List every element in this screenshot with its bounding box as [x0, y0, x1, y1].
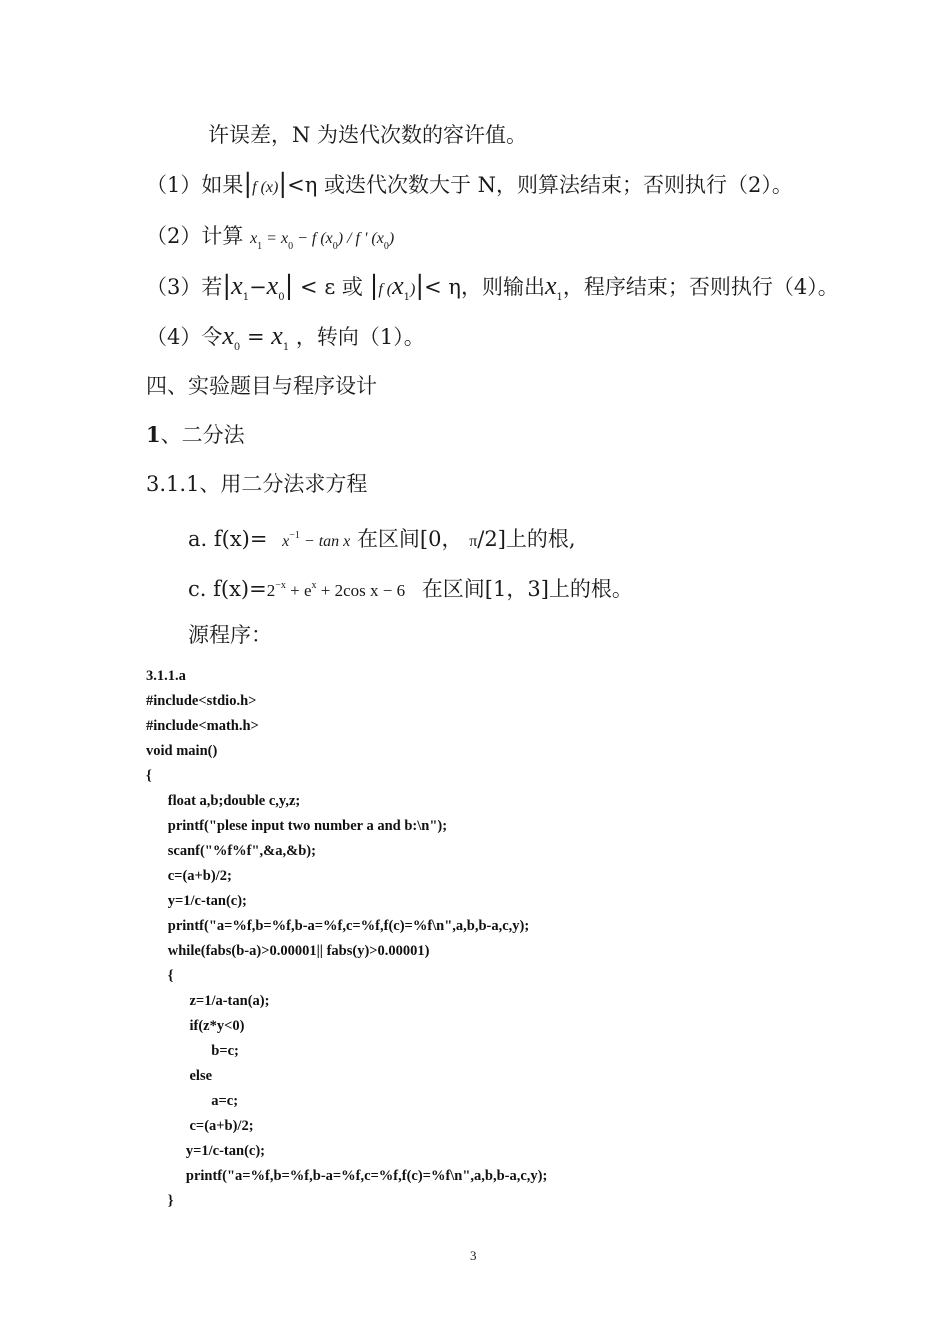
sub-1b: 1	[403, 292, 411, 303]
item-a	[188, 522, 576, 556]
item-c-interval: 在区间[1，3]上的根。	[421, 577, 633, 601]
item-a-formula	[282, 530, 351, 550]
item-c-label: c. f(x)=	[188, 577, 267, 601]
item-c-sup2: x	[311, 580, 317, 591]
x1-output: x	[544, 271, 557, 300]
f-open: f (	[378, 281, 393, 298]
abs-bar-2: |	[284, 271, 294, 301]
sub-0d: 0	[278, 292, 285, 303]
item-a-x: x	[282, 533, 290, 550]
sub-1a: 1	[242, 292, 250, 303]
step-3-prefix: （3）若	[146, 275, 223, 299]
code-line: 3.1.1.a	[146, 668, 186, 684]
code-line: y=1/c-tan(c);	[146, 1143, 265, 1159]
code-line: printf("a=%f,b=%f,b-a=%f,c=%f,f(c)=%f\n",a,b,b-a,c,y);	[146, 918, 530, 934]
step-1-fx: f (x)	[252, 179, 279, 196]
section-4-text: 四、实验题目与程序设计	[146, 374, 377, 398]
step-4-prefix: （4）令	[146, 325, 223, 349]
x1-var: x	[231, 271, 243, 300]
sub-0b: 0	[332, 241, 338, 252]
item-c-e: + e	[290, 581, 312, 600]
code-block	[146, 664, 547, 1214]
x0-var: x	[266, 271, 279, 300]
abs-bar-3: |	[369, 271, 379, 301]
sub-1: 1	[257, 241, 263, 252]
code-line: c=(a+b)/2;	[146, 1118, 254, 1134]
code-line: {	[146, 968, 174, 984]
step-2	[146, 222, 394, 261]
code-line: float a,b;double c,y,z;	[146, 793, 301, 809]
source-label	[188, 621, 272, 649]
item-c-formula	[267, 581, 405, 600]
code-line: void main()	[146, 743, 218, 759]
section-heading-4	[146, 372, 377, 400]
step-3	[146, 272, 839, 312]
formula-minus-f: − f (x	[297, 230, 333, 247]
code-line: printf("a=%f,b=%f,b-a=%f,c=%f,f(c)=%f\n",a,b,b-a,c,y);	[146, 1168, 548, 1184]
subsection-311-text: 3.1.1、用二分法求方程	[146, 472, 368, 496]
step-4	[146, 322, 425, 362]
code-line: z=1/a-tan(a);	[146, 993, 270, 1009]
step-4-rest: ，转向（1）。	[295, 325, 425, 349]
item-a-sup: −1	[289, 530, 300, 541]
sub-0a: 0	[288, 241, 294, 252]
step-1-rest: <η 或迭代次数大于 N，则算法结束；否则执行（2）。	[287, 173, 793, 197]
item-a-tan: − tan x	[303, 533, 351, 550]
source-label-text: 源程序：	[188, 623, 272, 647]
step-2-prefix: （2）计算	[146, 224, 244, 248]
x1-var-b: x	[392, 271, 404, 300]
code-line: scanf("%f%f",&a,&b);	[146, 843, 316, 859]
abs-bar-1: |	[222, 271, 232, 301]
subsection-311	[146, 470, 367, 498]
abs-bar-left: |	[243, 169, 253, 199]
paragraph-tolerance	[208, 121, 527, 149]
sub-0e: 0	[233, 342, 241, 353]
code-line: else	[146, 1068, 213, 1084]
minus-sign: −	[249, 275, 267, 299]
formula-x1: x	[250, 230, 258, 247]
code-line: {	[146, 768, 152, 784]
code-line: #include<stdio.h>	[146, 693, 257, 709]
newton-formula	[250, 230, 395, 252]
step-3-rest: ，程序结束；否则执行（4）。	[562, 275, 839, 299]
code-line: b=c;	[146, 1043, 239, 1059]
code-line: printf("plese input two number a and b:\n");	[146, 818, 448, 834]
x0-assign: x	[222, 321, 234, 350]
item-a-interval-start: 在区间[0，	[356, 527, 463, 551]
sub-1d: 1	[282, 342, 290, 353]
code-line: y=1/c-tan(c);	[146, 893, 247, 909]
equals: =	[246, 325, 265, 349]
formula-eq-x0: = x	[266, 230, 289, 247]
abs-bar-4: |	[415, 271, 425, 301]
page-number: 3	[470, 1248, 477, 1263]
item-a-label: a. f(x)=	[188, 527, 268, 551]
item-a-interval-end: /2]上的根,	[477, 527, 576, 551]
code-line: a=c;	[146, 1093, 239, 1109]
formula-close: )	[388, 230, 395, 247]
code-line: #include<math.h>	[146, 718, 259, 734]
code-line: if(z*y<0)	[146, 1018, 245, 1034]
item-c-cos: + 2cos x − 6	[320, 581, 406, 600]
x1-assign: x	[271, 321, 283, 350]
code-line: while(fabs(b-a)>0.00001|| fabs(y)>0.00001)	[146, 943, 430, 959]
f-close: )	[410, 281, 416, 298]
step-1-prefix: （1）如果	[146, 173, 244, 197]
section-1-num: 1	[146, 422, 161, 447]
abs-bar-right: |	[278, 169, 288, 199]
code-line: }	[146, 1193, 174, 1209]
item-c	[188, 572, 633, 605]
sub-1c: 1	[556, 292, 563, 303]
formula-div-fprime: ) / f ' (x	[337, 230, 384, 247]
eta-output: < η，则输出	[424, 275, 545, 299]
pi-symbol: π	[469, 533, 478, 550]
tolerance-text: 许误差，N 为迭代次数的容许值。	[208, 123, 528, 147]
sub-0c: 0	[383, 241, 389, 252]
step-1	[146, 170, 793, 202]
code-line: c=(a+b)/2;	[146, 868, 232, 884]
section-1-text: 、二分法	[160, 423, 245, 447]
item-c-sup1: −x	[275, 580, 286, 591]
item-c-two: 2	[266, 581, 276, 600]
section-heading-1	[146, 421, 245, 449]
lt-epsilon-or: < ε 或	[300, 275, 363, 299]
